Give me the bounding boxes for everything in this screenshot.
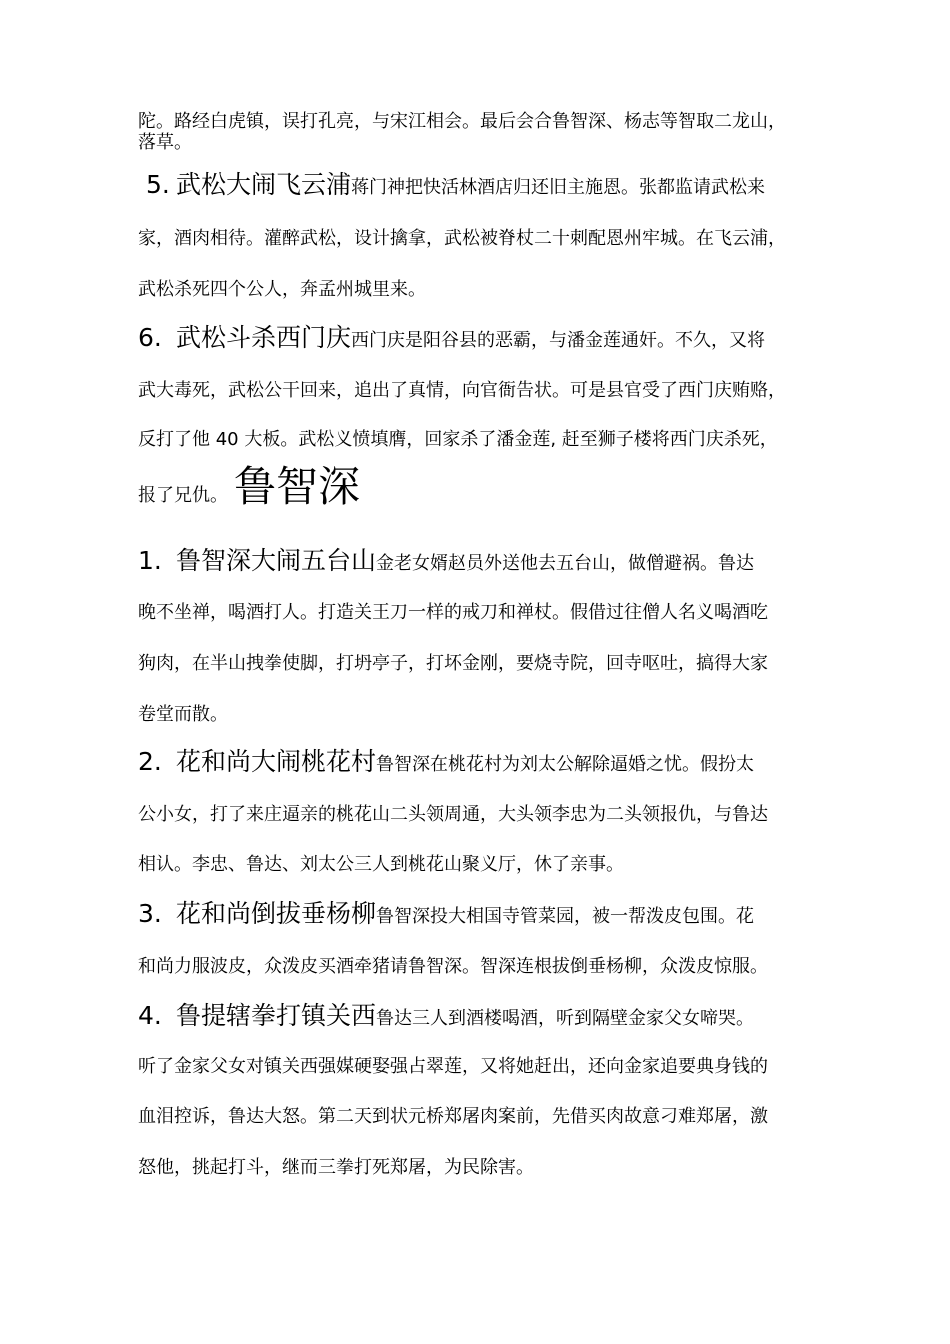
luzhishen-item-4-line: 听了金家父女对镇关西强媒硬娶强占翠莲，又将她赶出，还向金家追要典身钱的 — [138, 1056, 768, 1077]
item-text: 鲁智深投大相国寺管菜园，被一帮泼皮包围。花 — [376, 906, 755, 927]
luzhishen-item-1-heading — [138, 548, 828, 573]
wusong-item-6-heading — [138, 325, 828, 350]
item-text: 蒋门神把快活林酒店归还旧主施恩。张都监请武松来 — [351, 177, 766, 198]
luzhishen-item-3-heading — [138, 901, 828, 926]
item-title: 鲁智深大闹五台山 — [176, 546, 377, 575]
wusong-item-6-line: 武大毒死，武松公干回来，追出了真情，向官衙告状。可是县官受了西门庆贿赂， — [138, 380, 786, 401]
item-text: 鲁智深在桃花村为刘太公解除逼婚之忧。假扮太 — [376, 754, 755, 775]
wusong-item-5-line: 家，酒肉相待。灌醉武松，设计擒拿，武松被脊杖二十刺配恩州牢城。在飞云浦， — [138, 228, 786, 249]
luzhishen-item-4-line: 血泪控诉，鲁达大怒。第二天到状元桥郑屠肉案前，先借买肉故意刁难郑屠，激 — [138, 1106, 768, 1127]
luzhishen-item-4-line: 怒他，挑起打斗，继而三拳打死郑屠，为民除害。 — [138, 1157, 534, 1178]
luzhishen-item-4-heading — [138, 1003, 828, 1028]
item-title: 武松大闹飞云浦 — [176, 170, 352, 199]
item-number: 2. — [138, 747, 162, 776]
item-text: 鲁达三人到酒楼喝酒，听到隔壁金家父女啼哭。 — [376, 1008, 755, 1029]
intro-line-1: 陀。路经白虎镇，误打孔亮，与宋江相会。最后会合鲁智深、杨志等智取二龙山， — [138, 111, 786, 132]
item-number: 3. — [138, 899, 162, 928]
luzhishen-item-1-line: 晚不坐禅，喝酒打人。打造关王刀一样的戒刀和禅杖。假借过往僧人名义喝酒吃 — [138, 602, 768, 623]
wusong-item-5-line: 武松杀死四个公人，奔孟州城里来。 — [138, 279, 426, 300]
intro-line-2: 落草。 — [138, 132, 192, 153]
luzhishen-item-1-line: 狗肉，在半山拽拳使脚，打坍亭子，打坏金刚，要烧寺院，回寺呕吐，搞得大家 — [138, 653, 768, 674]
luzhishen-item-2-line: 公小女，打了来庄逼亲的桃花山二头领周通，大头领李忠为二头领报仇，与鲁达 — [138, 804, 768, 825]
item-title: 武松斗杀西门庆 — [176, 323, 352, 352]
item-number: 1. — [138, 546, 162, 575]
wusong-item-6-line: 反打了他 40 大板。武松义愤填膺，回家杀了潘金莲, 赶至狮子楼将西门庆杀死， — [138, 429, 778, 450]
luzhishen-item-1-line: 卷堂而散。 — [138, 704, 228, 725]
wusong-item-5-heading — [146, 172, 836, 197]
luzhishen-item-3-line: 和尚力服波皮，众泼皮买酒牵猪请鲁智深。智深连根拔倒垂杨柳，众泼皮惊服。 — [138, 956, 768, 977]
item-text: 西门庆是阳谷县的恶霸，与潘金莲通奸。不久，又将 — [351, 330, 766, 351]
item-number: 6. — [138, 323, 162, 352]
item-number: 4. — [138, 1001, 162, 1030]
luzhishen-item-2-heading — [138, 749, 828, 774]
item-number: 5. — [146, 170, 170, 199]
item-title: 花和尚大闹桃花村 — [176, 747, 377, 776]
wusong-item-6-last-line — [138, 462, 828, 511]
section-title: 鲁智深 — [234, 462, 361, 511]
item-title: 鲁提辖拳打镇关西 — [176, 1001, 377, 1030]
luzhishen-item-2-line: 相认。李忠、鲁达、刘太公三人到桃花山聚义厅，休了亲事。 — [138, 854, 624, 875]
item-title: 花和尚倒拔垂杨柳 — [176, 899, 377, 928]
item-text: 金老女婿赵员外送他去五台山，做僧避祸。鲁达 — [376, 553, 755, 574]
item-text: 报了兄仇。 — [138, 485, 228, 506]
